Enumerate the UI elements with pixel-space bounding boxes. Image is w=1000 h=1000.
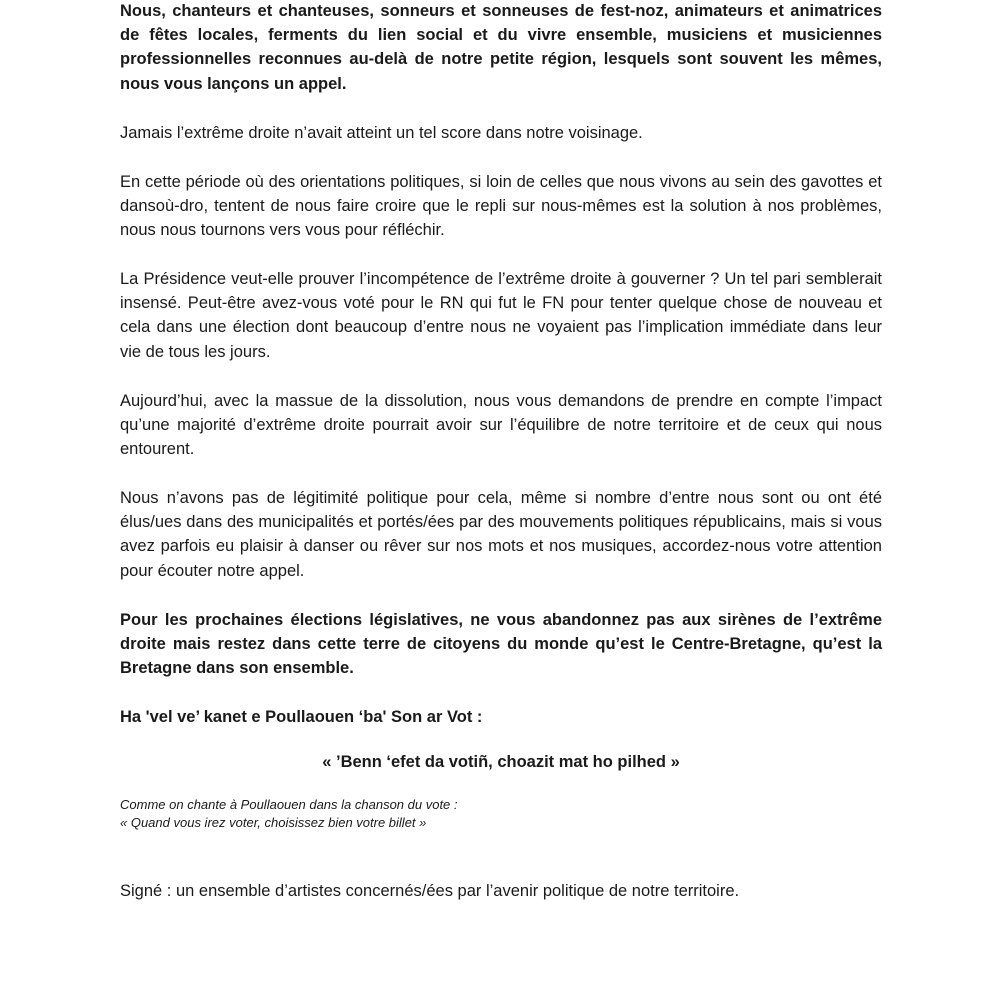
period-paragraph: En cette période où des orientations politiques, si loin de celles que nous vivons au sein des gavottes et dansoù-dro, tentent de nous faire croire que le repli sur nous-mêmes est la solution à nos problèmes, nous nous tournons vers vous pour réfléchir. bbox=[120, 173, 882, 240]
presidency-paragraph: La Présidence veut-elle prouver l’incompétence de l’extrême droite à gouverner ? Un tel pari semblerait insensé. Peut-être avez-vous voté pour le RN qui fut le FN pour tenter quelque chose de nouveau et cela dans une élection dont beaucoup d’entre nous ne voyaient pas l’implication immédiate dans leur vie de tous les jours. bbox=[120, 270, 882, 361]
translation-note-line-2: « Quand vous irez voter, choisissez bien votre billet » bbox=[120, 815, 427, 830]
intro-paragraph: Nous, chanteurs et chanteuses, sonneurs et sonneuses de fest-noz, animateurs et animatrices de fêtes locales, ferments du lien social et du vivre ensemble, musiciens et musiciennes professionnelles reconnues au-delà de notre petite région, lesquels sont souvent les mêmes, nous vous lançons un appel. bbox=[120, 2, 882, 93]
signature: Signé : un ensemble d’artistes concernés/ées par l’avenir politique de notre territoire. bbox=[120, 882, 740, 900]
song-intro: Ha 'vel ve’ kanet e Poullaouen ‘ba' Son ar Vot : bbox=[120, 708, 483, 726]
legitimacy-paragraph: Nous n’avons pas de légitimité politique pour cela, même si nombre d’entre nous sont ou ont été élus/ues dans des municipalités et portés/ées par des mouvements politiques républicains, mais si vous avez parfois eu plaisir à danser ou rêver sur nos mots et nos musiques, accordez-nous votre attention pour écouter notre appel. bbox=[120, 489, 882, 580]
song-quote: « ’Benn ‘efet da votiñ, choazit mat ho pilhed » bbox=[322, 753, 680, 771]
appeal-paragraph: Pour les prochaines élections législatives, ne vous abandonnez pas aux sirènes de l’extrême droite mais restez dans cette terre de citoyens du monde qu’est le Centre-Bretagne, qu’est la Bretagne dans son ensemble. bbox=[120, 611, 882, 678]
dissolution-paragraph: Aujourd’hui, avec la massue de la dissolution, nous vous demandons de prendre en compte l’impact qu’une majorité d’extrême droite pourrait avoir sur l’équilibre de notre territoire et de ceux qui nous entourent. bbox=[120, 392, 882, 459]
score-paragraph: Jamais l’extrême droite n’avait atteint un tel score dans notre voisinage. bbox=[120, 124, 643, 142]
translation-note-line-1: Comme on chante à Poullaouen dans la chanson du vote : bbox=[120, 797, 458, 812]
